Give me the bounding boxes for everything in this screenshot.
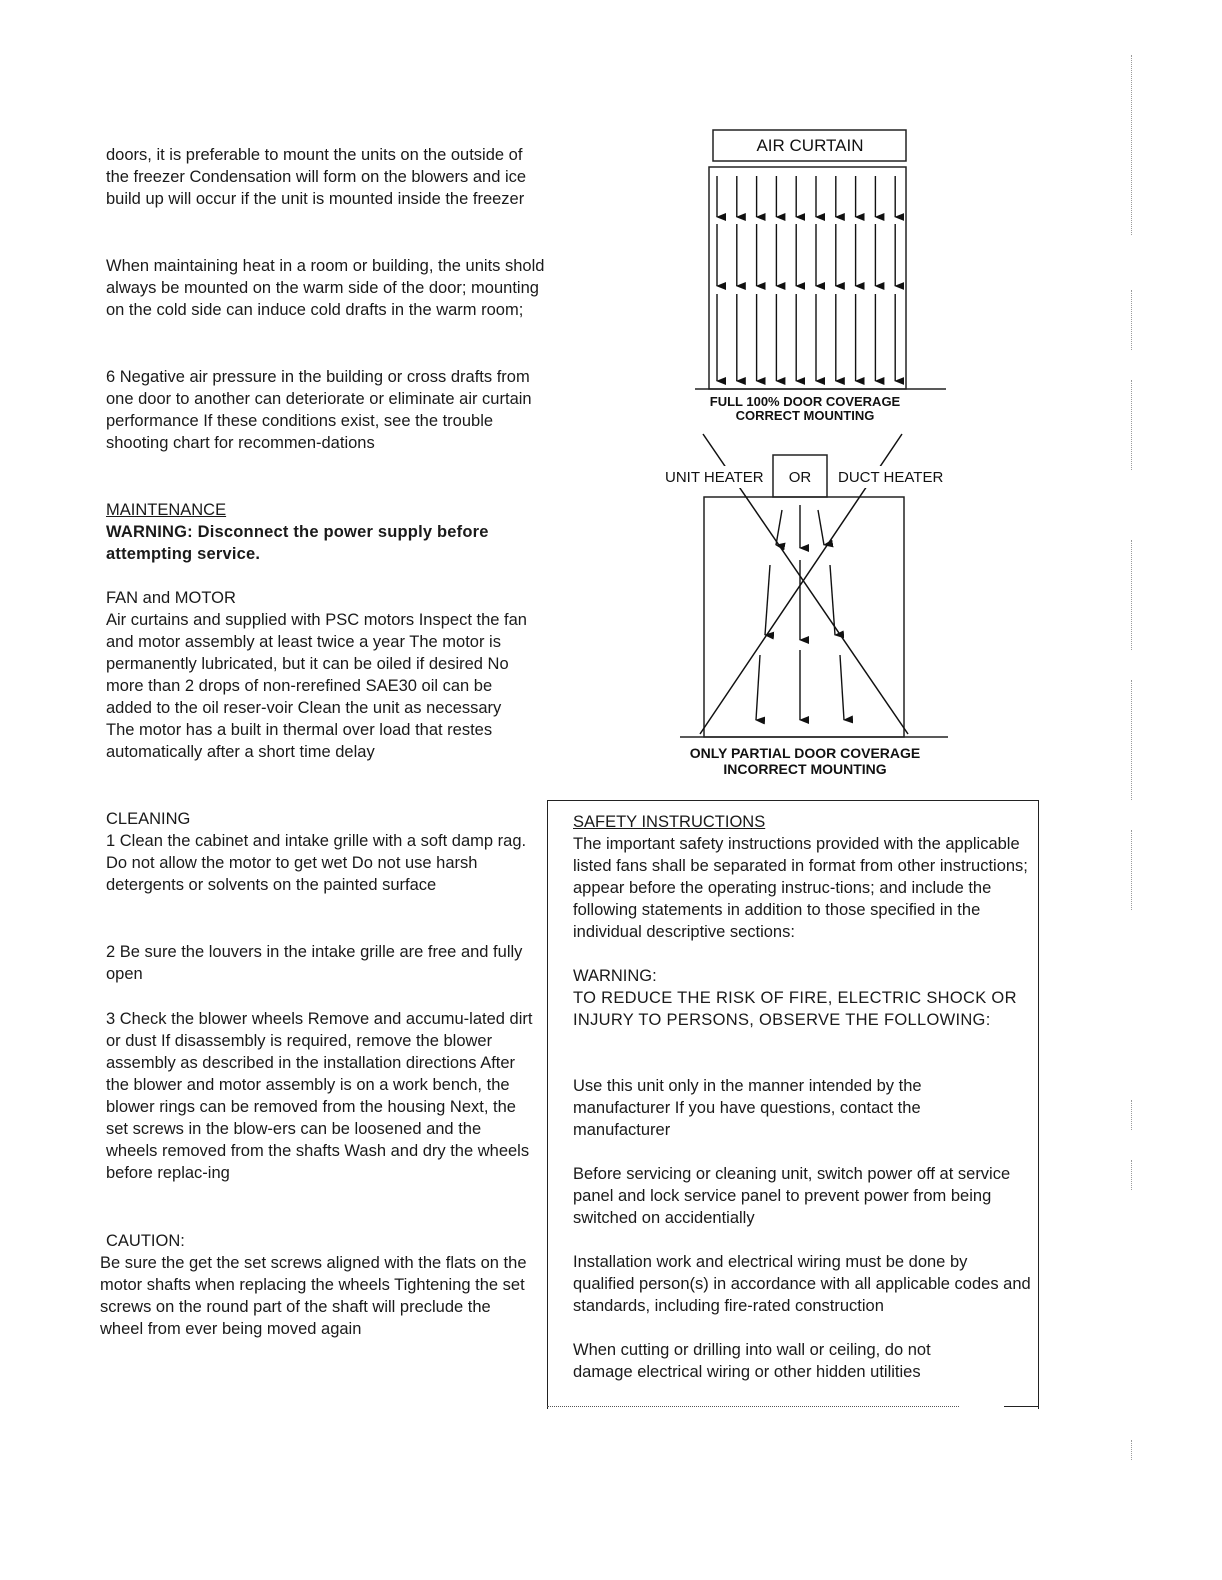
duct-heater-label: DUCT HEATER: [838, 469, 944, 486]
maintenance-heading: MAINTENANCE: [106, 501, 227, 519]
safety-item-3: Installation work and electrical wiring must be done by qualified person(s) in accordance with all applicable codes and standards, including fire-rated construction: [573, 1253, 1031, 1315]
paragraph-warm-side: When maintaining heat in a room or building, the units shold always be mounted on the warm side of the door; mounting on the cold side can induce cold drafts in the warm room;: [106, 257, 545, 319]
scan-artifact: [1131, 380, 1134, 470]
airflow-arrow: [840, 655, 844, 720]
paragraph-freezer-mounting: doors, it is preferable to mount the units on the outside of the freezer Condensation will form on the blowers and ice build up will occur if the unit is mounted inside the freezer: [106, 146, 527, 208]
airflow-arrow: [818, 510, 824, 545]
airflow-arrows-correct: [717, 176, 895, 381]
scan-artifact: [1131, 540, 1134, 650]
airflow-arrow: [756, 655, 760, 720]
safety-intro: The important safety instructions provided with the applicable listed fans shall be separated in format from other instructions; appear before the operating instruc-tions; and include the following statements in addition to those specified in the individual descriptive sections:: [573, 835, 1028, 941]
correct-caption-line1: FULL 100% DOOR COVERAGE: [709, 394, 901, 409]
scan-artifact: [1131, 1440, 1134, 1460]
incorrect-caption-line1: ONLY PARTIAL DOOR COVERAGE: [689, 745, 921, 761]
safety-item-4: When cutting or drilling into wall or ceiling, do not damage electrical wiring or other hidden utilities: [573, 1341, 931, 1381]
caution-text: Be sure the get the set screws aligned with the flats on the motor shafts when replacing the wheels Tightening the set screws on the round part of the shaft will preclude the wheel from ever being moved again: [100, 1254, 527, 1338]
scan-artifact: [1131, 1100, 1134, 1130]
cleaning-step-2: 2 Be sure the louvers in the intake grille are free and fully open: [106, 943, 523, 983]
fan-motor-heading: FAN and MOTOR: [106, 589, 236, 607]
safety-heading: SAFETY INSTRUCTIONS: [573, 813, 766, 831]
divider: [547, 1406, 959, 1407]
safety-instructions-box: [547, 800, 1039, 1409]
safety-warning-text: TO REDUCE THE RISK OF FIRE, ELECTRIC SHOCK OR INJURY TO PERSONS, OBSERVE THE FOLLOWING:: [573, 989, 1017, 1029]
door-frame-correct: [709, 167, 906, 389]
safety-warning-label: WARNING:: [573, 967, 657, 985]
incorrect-caption-line2: INCORRECT MOUNTING: [723, 761, 887, 777]
door-frame-incorrect: [704, 497, 904, 737]
unit-heater-label: UNIT HEATER: [665, 469, 764, 486]
paragraph-negative-pressure: 6 Negative air pressure in the building or cross drafts from one door to another can deteriorate or eliminate air curtain performance If these conditions exist, see the trouble shooting chart for recommen-dations: [106, 368, 532, 452]
safety-item-1: Use this unit only in the manner intended by the manufacturer If you have questions, contact the manufacturer: [573, 1077, 922, 1139]
divider: [1004, 1406, 1038, 1407]
scan-artifact: [1131, 1160, 1134, 1190]
scan-artifact: [1131, 290, 1134, 350]
maintenance-warning: WARNING: Disconnect the power supply before attempting service.: [106, 523, 489, 563]
fan-motor-text: Air curtains and supplied with PSC motors Inspect the fan and motor assembly at least twice a year The motor is permanently lubricated, but it can be oiled if desired No more than 2 drops of non-rerefined SAE30 oil can be added to the oil reser-voir Clean the unit as necessary The motor has a built in thermal over load that restes automatically after a short time delay: [106, 611, 527, 761]
or-label: OR: [788, 469, 812, 486]
cleaning-heading: CLEANING: [106, 810, 191, 828]
cleaning-step-3: 3 Check the blower wheels Remove and accumu-lated dirt or dust If disassembly is required, remove the blower assembly as described in the installation directions After the blower and motor assembly is on a work bench, the blower rings can be removed from the housing Next, the set screws in the blow-ers can be loosened and the wheels removed from the shafts Wash and dry the wheels before replac-ing: [106, 1010, 533, 1182]
cleaning-step-1: 1 Clean the cabinet and intake grille with a soft damp rag. Do not allow the motor to get wet Do not use harsh detergents or solvents on the painted surface: [106, 832, 527, 894]
caution-heading: CAUTION:: [106, 1232, 185, 1250]
scan-artifact: [1131, 680, 1134, 800]
scan-artifact: [1131, 55, 1134, 235]
correct-caption-line2: CORRECT MOUNTING: [735, 408, 875, 423]
airflow-arrows-incorrect: [756, 505, 844, 720]
airflow-arrow: [776, 510, 782, 545]
air-curtain-label: AIR CURTAIN: [756, 136, 864, 155]
safety-item-2: Before servicing or cleaning unit, switch power off at service panel and lock service panel to prevent power from being switched on accidentially: [573, 1165, 1011, 1227]
scan-artifact: [1131, 830, 1134, 910]
airflow-arrow: [765, 565, 770, 635]
